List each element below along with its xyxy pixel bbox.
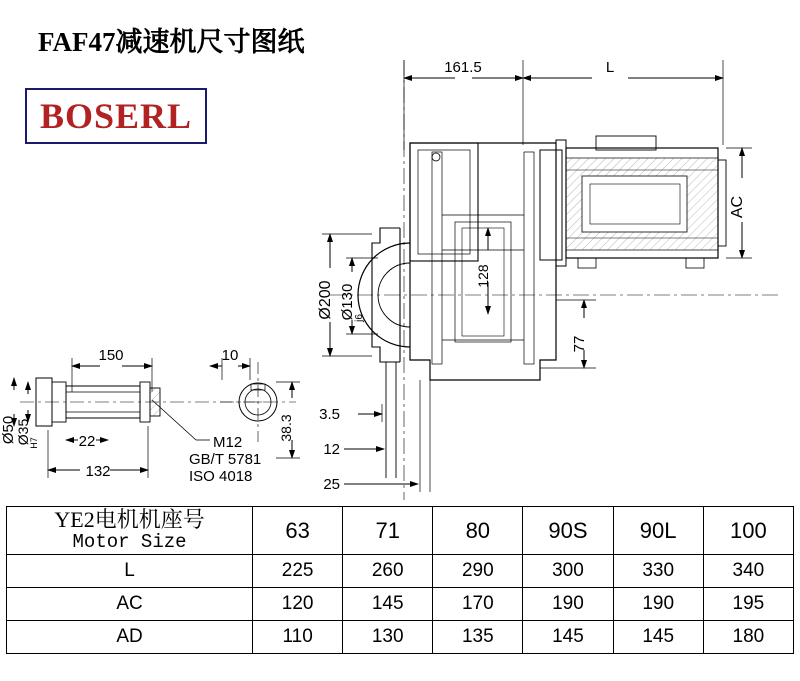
cell-ad-71: 130 bbox=[343, 621, 433, 654]
specification-table bbox=[6, 506, 794, 654]
row-label-ad: AD bbox=[7, 621, 253, 654]
dim-dia-35-tol: H7 bbox=[29, 437, 39, 449]
dim-25: 25 bbox=[323, 476, 340, 493]
header-size-100: 100 bbox=[703, 507, 793, 555]
table-row-ac bbox=[7, 588, 794, 621]
note-standard-iso: ISO 4018 bbox=[189, 468, 253, 485]
cell-ac-71: 145 bbox=[343, 588, 433, 621]
table-row-l bbox=[7, 555, 794, 588]
dim-150: 150 bbox=[98, 347, 124, 364]
dim-132: 132 bbox=[85, 463, 111, 480]
dim-dia-130-tol: j6 bbox=[354, 314, 365, 322]
cell-ad-100: 180 bbox=[703, 621, 793, 654]
dim-10: 10 bbox=[221, 347, 239, 364]
row-label-ac: AC bbox=[7, 588, 253, 621]
dim-3-5: 3.5 bbox=[319, 406, 340, 423]
cell-l-80: 290 bbox=[433, 555, 523, 588]
cell-ad-90s: 145 bbox=[523, 621, 613, 654]
cell-ac-63: 120 bbox=[253, 588, 343, 621]
cell-l-90s: 300 bbox=[523, 555, 613, 588]
dim-L: L bbox=[605, 59, 615, 76]
cell-l-100: 340 bbox=[703, 555, 793, 588]
cell-l-63: 225 bbox=[253, 555, 343, 588]
header-label-en: Motor Size bbox=[72, 531, 187, 554]
cell-l-71: 260 bbox=[343, 555, 433, 588]
page-title: FAF47减速机尺寸图纸 bbox=[38, 27, 305, 57]
logo-text: BOSERL bbox=[39, 96, 193, 136]
row-label-l: L bbox=[7, 555, 253, 588]
note-m12: M12 bbox=[213, 434, 243, 451]
cell-ac-80: 170 bbox=[433, 588, 523, 621]
note-standard-gb: GB/T 5781 bbox=[189, 451, 262, 468]
cell-ad-90l: 145 bbox=[613, 621, 703, 654]
header-label-cn: YE2电机机座号 bbox=[54, 507, 205, 532]
dim-22: 22 bbox=[78, 433, 96, 450]
header-size-80: 80 bbox=[433, 507, 523, 555]
dim-38-3: 38.3 bbox=[278, 414, 294, 442]
table-row-ad bbox=[7, 621, 794, 654]
dim-128: 128 bbox=[475, 264, 491, 288]
header-size-71: 71 bbox=[343, 507, 433, 555]
dim-dia-130: Ø130 bbox=[339, 283, 356, 321]
dim-12: 12 bbox=[323, 441, 340, 458]
cell-l-90l: 330 bbox=[613, 555, 703, 588]
cell-ac-90l: 190 bbox=[613, 588, 703, 621]
dim-77: 77 bbox=[571, 335, 588, 353]
cell-ac-90s: 190 bbox=[523, 588, 613, 621]
table-row-header bbox=[7, 507, 794, 555]
cell-ad-80: 135 bbox=[433, 621, 523, 654]
header-size-90s: 90S bbox=[523, 507, 613, 555]
dim-dia-35: Ø35 bbox=[15, 418, 31, 446]
dim-dia-50: Ø50 bbox=[0, 415, 17, 445]
header-size-90l: 90L bbox=[613, 507, 703, 555]
dim-AC: AC bbox=[729, 195, 746, 219]
cell-ac-100: 195 bbox=[703, 588, 793, 621]
header-label-cell bbox=[7, 507, 253, 555]
dim-161-5: 161.5 bbox=[444, 59, 482, 76]
header-size-63: 63 bbox=[253, 507, 343, 555]
dim-dia-200: Ø200 bbox=[317, 280, 334, 320]
cell-ad-63: 110 bbox=[253, 621, 343, 654]
